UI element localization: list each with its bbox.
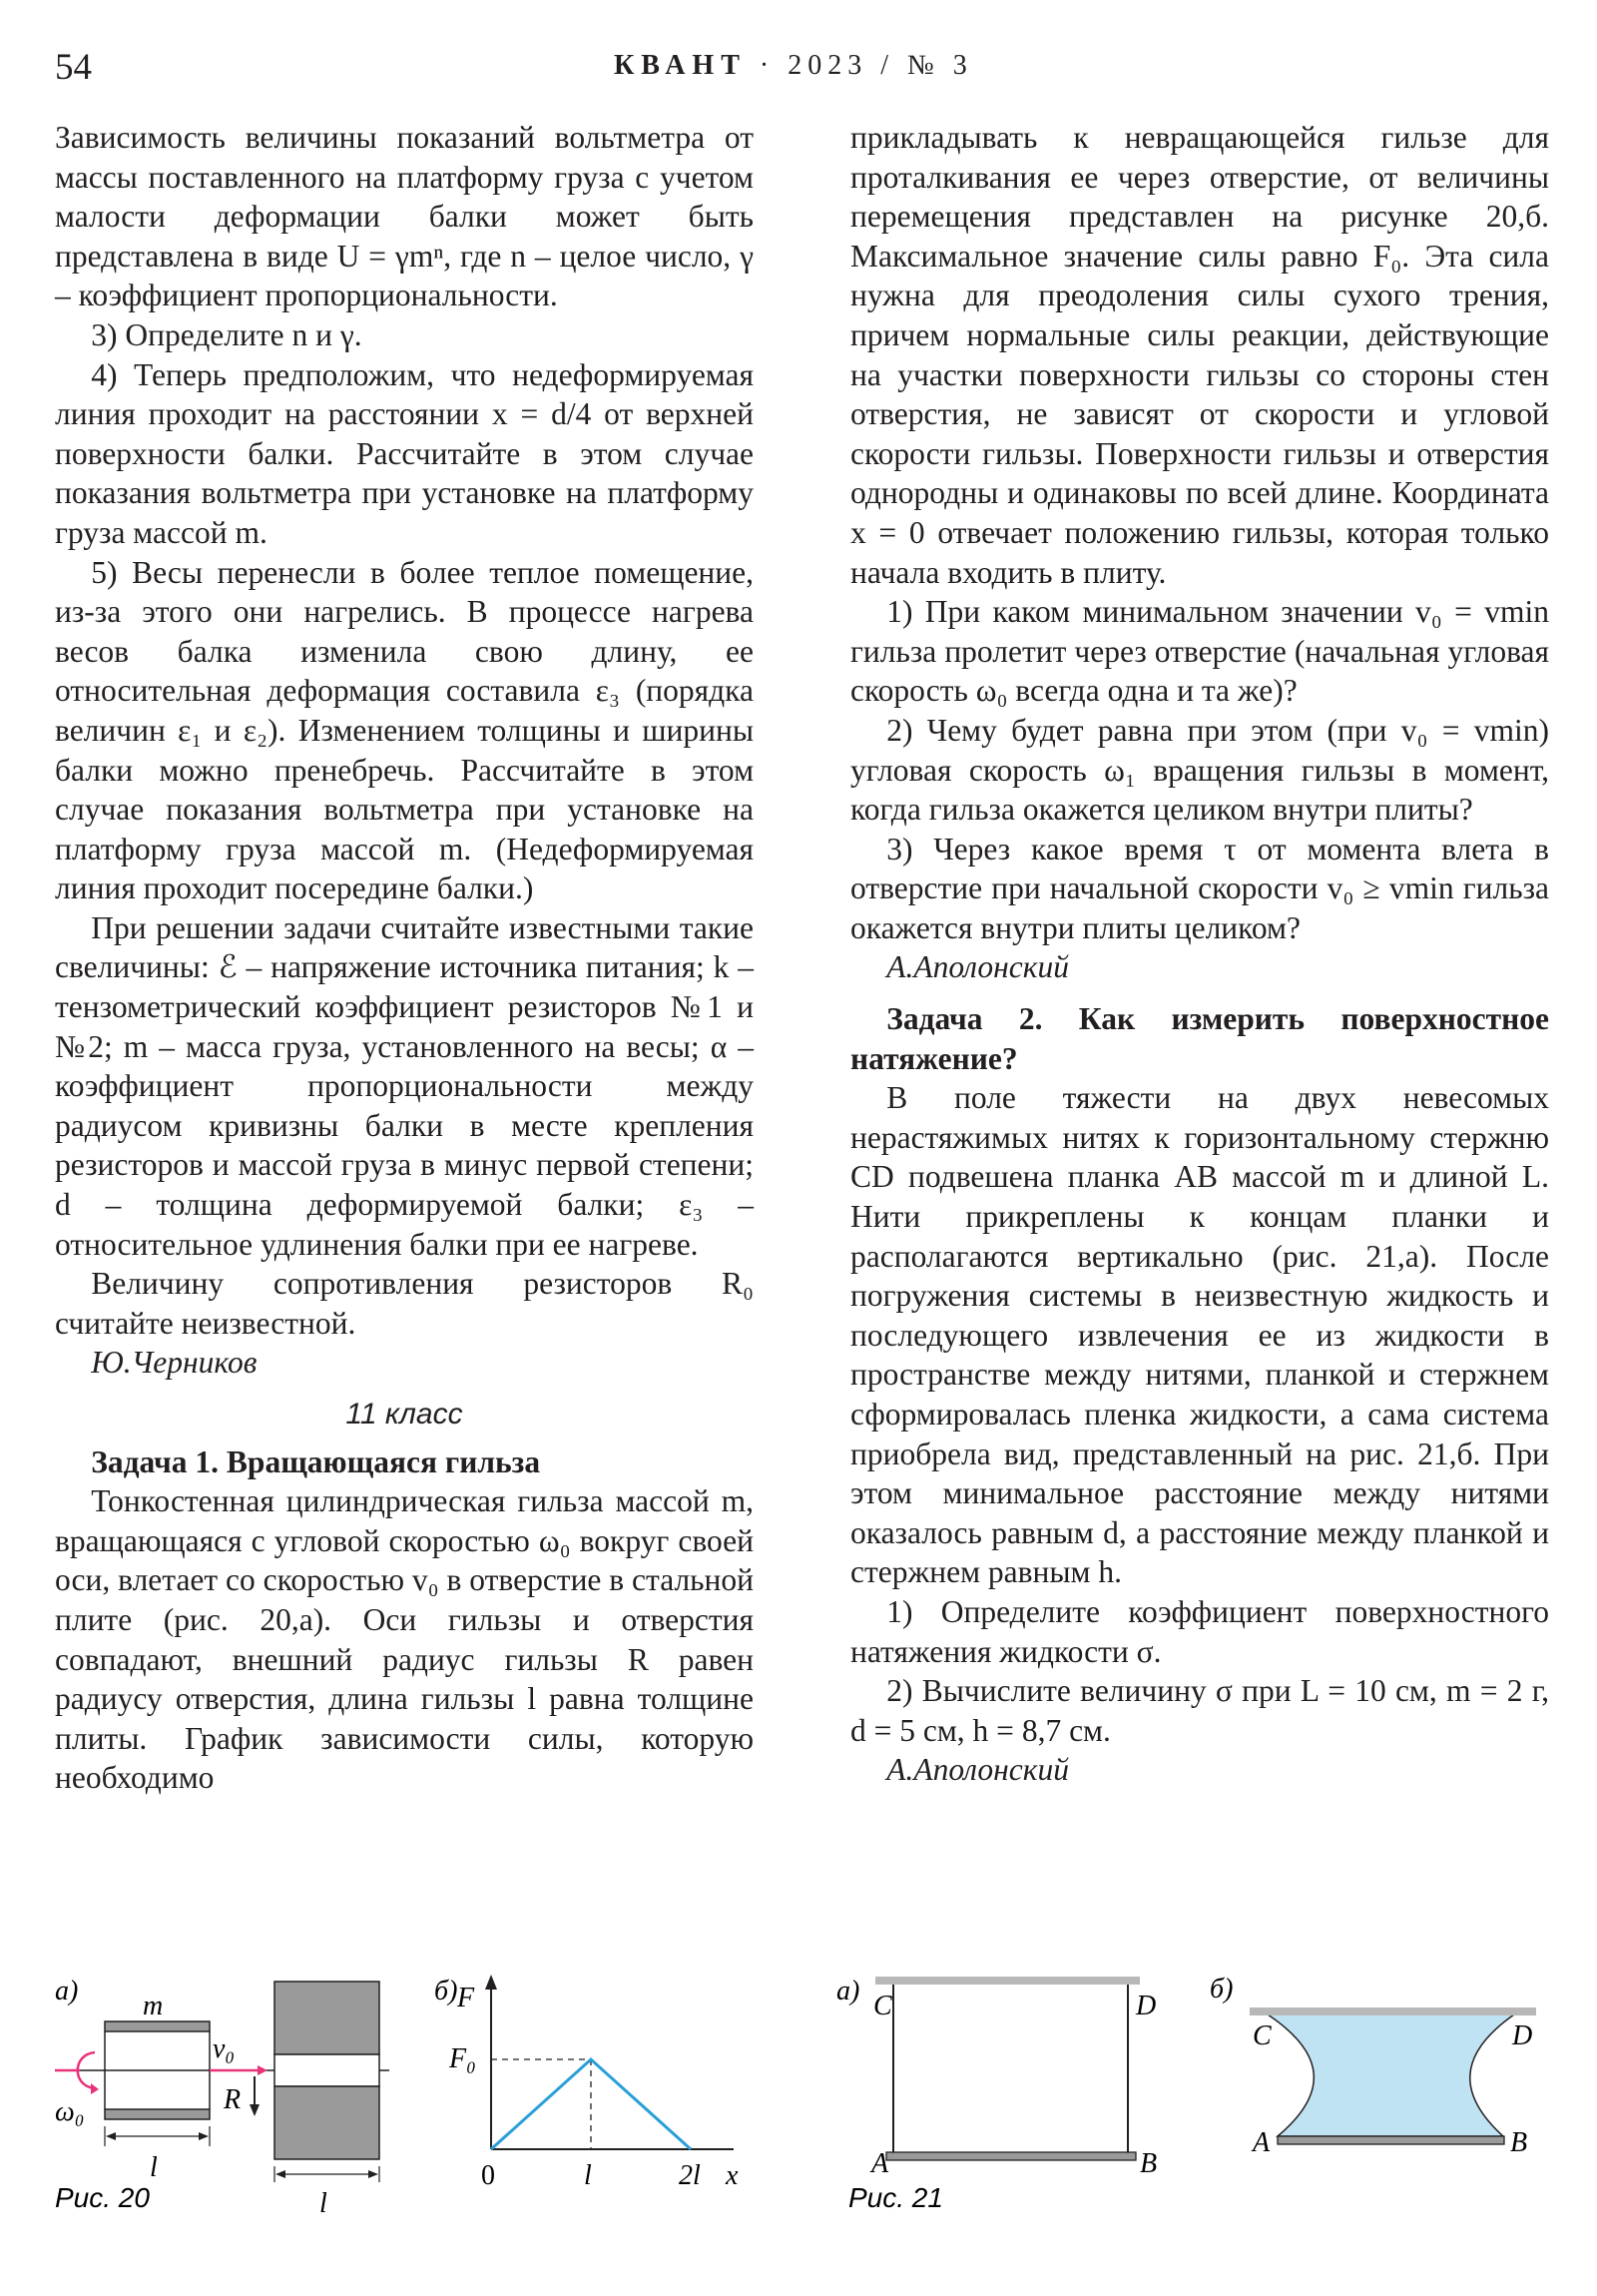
point-a-label: A [871,2148,889,2179]
fig21a-diagram [869,1977,1157,2179]
x-axis-label: x [726,2160,739,2191]
dim-arrowhead [275,2170,285,2178]
x-tick-label: 2l [679,2160,701,2191]
y-tick-label: F₀ [449,2043,476,2074]
dim-arrowhead [199,2132,209,2140]
question-3: 3) Через какое время τ от момента влета в отверстие при начальной скорости v₀ ≥ vmin гильза окажется внутри плиты целиком? [850,831,1549,945]
point-d-label: D [1512,2020,1533,2051]
mass-label: m [143,1991,164,2021]
point-c-label: C [1253,2020,1272,2051]
question-4: 4) Теперь предположим, что недеформируемая линия проходит на расстоянии x = d/4 от верхней поверхности балки. Рассчитайте в этом случае показания вольтметра при установке на платформу груза массой m. [55,356,754,550]
paragraph: При решении задачи считайте известными такие свеличины: ℰ – напряжение источника питания; k – тензометрический коэффициент резисторов №1 и №2; m – масса груза, установленного на весы; α – коэффициент пропорциональности между радиусом кривизны балки в месте крепления резисторов и массой груза в минус первой степени; d – толщина деформируемой балки; ε₃ – относительное удлинения балки при ее нагреве. [55,909,754,1262]
velocity-label: v₀ [213,2033,236,2064]
class-heading: 11 класс [345,1398,463,1431]
figures [0,1685,1597,2224]
rotation-arrowhead [91,2083,99,2094]
fig20-panel-b-label: б) [434,1976,458,2007]
paragraph: Величину сопротивления резисторов R₀ считайте неизвестной. [55,1266,754,1341]
fig21-caption: Рис. 21 [848,2182,943,2213]
task1-text: Тонкостенная цилиндрическая гильза массой m, вращающаяся с угловой скоростью ω₀ вокруг своей оси, влетает со скоростью v₀ в отверстие в стальной плите (рис. 20,а). Оси гильзы и отверстия совпадают, внешний радиус гильзы R равен радиусу отверстия, длина гильзы l равна толщине плиты. График зависимости силы, которую необходимо [55,1483,754,1796]
plank-ab [886,2152,1136,2160]
sleeve-top-wall [105,2021,210,2031]
velocity-arrowhead [258,2065,267,2075]
radius-arrowhead [250,2104,260,2116]
question-5: 5) Весы перенесли в более теплое помещение, из-за этого они нагрелись. В процессе нагрева весов балка изменила свою длину, ее относительная деформация составила ε₃ (порядка величин ε₁ и ε₂). Изменением толщины и ширины балки можно пренебречь. Рассчитайте в этом случае показания вольтметра при установке на платформу груза массой m. (Недеформируемая линия проходит посередине балки.) [55,554,754,906]
task2-title: Задача 2. Как измерить поверхностное натяжение? [850,1001,1549,1076]
plank-ab [1278,2136,1504,2144]
question-1: 1) Определите коэффициент поверхностного натяжения жидкости σ. [850,1593,1549,1669]
question-2: 2) Чему будет равна при этом (при v₀ = vmin) угловая скорость ω₁ вращения гильзы в момент, когда гильза окажется целиком внутри плиты? [850,712,1549,828]
paragraph: Зависимость величины показаний вольтметра от массы поставленного на платформу груза с учетом малости деформации балки может быть представлена в виде U = γmⁿ, где n – целое число, γ – коэффициент пропорциональности. [55,120,754,313]
fig20-caption-visible: Рис. 20 [55,2182,150,2213]
dim-arrowhead [368,2170,378,2178]
x-tick-label: 0 [481,2160,495,2191]
y-axis-label: F [457,1983,475,2013]
liquid-film [1268,2014,1514,2136]
question-3: 3) Определите n и γ. [91,316,362,352]
question-2: 2) Вычислите величину σ при L = 10 см, m = 2 г, d = 5 см, h = 8,7 см. [850,1673,1549,1748]
fig20-panel-a-label: а) [55,1976,79,2007]
author-signature: А.Аполонский [886,949,1070,985]
fig21-panel-a-label: а) [836,1976,860,2007]
sleeve-length-label: l [150,2152,158,2183]
point-b-label: B [1510,2127,1528,2158]
point-b-label: B [1140,2148,1158,2179]
point-c-label: C [873,1991,892,2021]
rod-cd [1250,2008,1536,2015]
page-header [55,46,1557,86]
author-signature: Ю.Черников [91,1345,258,1381]
paragraph: прикладывать к невращающейся гильзе для проталкивания ее через отверстие, от величины перемещения представлен на рисунке 20,б. Максимальное значение силы равно F₀. Эта сила нужна для преодоления силы сухого трения, причем нормальные силы реакции, действующие на участки поверхности гильзы со стороны стен отверстия, не зависят от скорости и угловой скорости гильзы. Поверхности гильзы и отверстия однородны и одинаковы по всей длине. Координата x = 0 отвечает положению гильзы, которая только начала входить в плиту. [850,120,1549,590]
task2-text: В поле тяжести на двух невесомых нерастяжимых нитях к горизонтальному стержню CD подвешена планка AB массой m и длиной L. Нити прикреплены к концам планки и располагаются вертикально (рис. 21,а). После погружения системы в неизвестную жидкость и последующего извлечения ее из жидкости в пространстве между нитями, планкой и стержнем сформировалась пленка жидкости, а сама система приобрела вид, представленный на рис. 21,б. При этом минимальное расстояние между нитями оказалось равным d, а расстояние между планкой и стержнем равным h. [850,1080,1549,1590]
right-column [850,118,1549,1790]
force-chart [448,1975,739,2191]
question-1: 1) При каком минимальном значении v₀ = vmin гильза пролетит через отверстие (начальная угловая скорость ω₀ всегда одна и та же)? [850,594,1549,709]
plate-bottom [274,2086,379,2159]
steel-plate [274,1982,379,2219]
journal-name: КВАНТ [614,50,747,81]
fig21b-diagram [1250,2008,1536,2158]
page-number: 54 [55,47,92,88]
point-d-label: D [1136,1991,1157,2021]
plate-length-label: l [319,2188,327,2219]
radius-label: R [224,2084,242,2115]
omega-label: ω₀ [55,2096,85,2127]
sleeve-bottom-wall [105,2109,210,2119]
y-axis-arrowhead [485,1975,497,1990]
plate-top [274,1982,379,2054]
point-a-label: A [1253,2127,1271,2158]
left-column [55,118,754,1798]
x-tick-label: l [584,2160,592,2191]
author-signature: А.Аполонский [886,1752,1070,1788]
fig21-panel-b-label: б) [1210,1974,1234,2005]
journal-title [614,50,973,82]
journal-issue: · 2023 / № 3 [759,50,973,81]
task1-title: Задача 1. Вращающаяся гильза [91,1443,541,1479]
rod-cd [875,1977,1140,1985]
dim-arrowhead [106,2132,116,2140]
plate-hole [274,2054,379,2086]
